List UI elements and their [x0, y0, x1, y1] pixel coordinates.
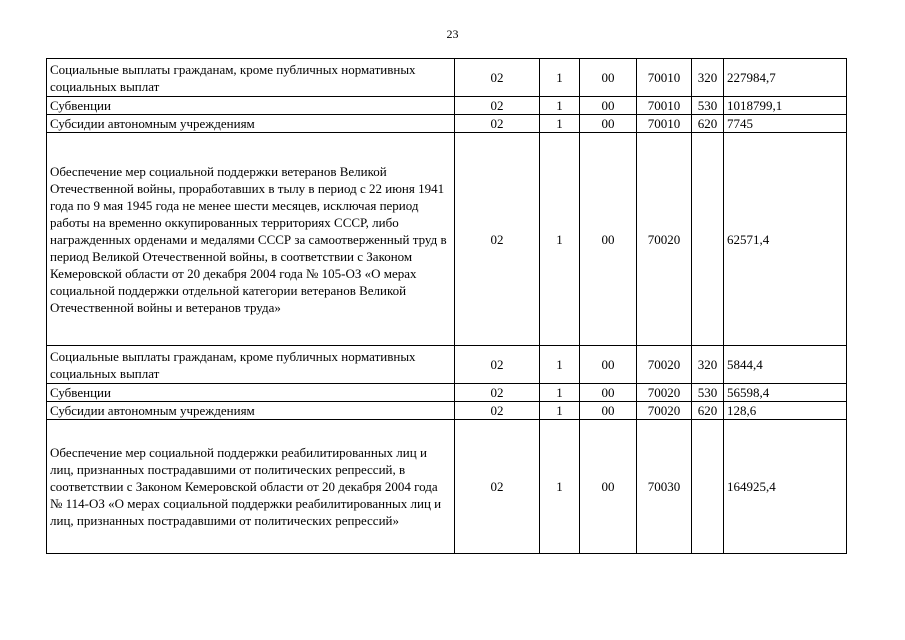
- amount-value: 7745: [724, 115, 847, 133]
- row-name: Социальные выплаты гражданам, кроме публичных нормативных социальных выплат: [47, 346, 455, 384]
- section-code: 02: [455, 420, 540, 554]
- table-row: [47, 133, 847, 346]
- expense-type-code: [692, 420, 724, 554]
- table-row: [47, 420, 847, 554]
- direction-code: 70020: [637, 384, 692, 402]
- amount-value: 5844,4: [724, 346, 847, 384]
- expense-type-code: 620: [692, 402, 724, 420]
- table-row: [47, 115, 847, 133]
- amount-value: 128,6: [724, 402, 847, 420]
- amount-value: 62571,4: [724, 133, 847, 346]
- program-code: 1: [540, 384, 580, 402]
- program-code: 1: [540, 115, 580, 133]
- direction-code: 70020: [637, 133, 692, 346]
- budget-table: [46, 58, 847, 554]
- table-row: [47, 346, 847, 384]
- row-name: Социальные выплаты гражданам, кроме публичных нормативных социальных выплат: [47, 59, 455, 97]
- section-code: 02: [455, 384, 540, 402]
- direction-code: 70010: [637, 97, 692, 115]
- section-code: 02: [455, 59, 540, 97]
- subprogram-code: 00: [580, 59, 637, 97]
- subprogram-code: 00: [580, 133, 637, 346]
- row-name: Субвенции: [47, 97, 455, 115]
- section-code: 02: [455, 133, 540, 346]
- program-code: 1: [540, 97, 580, 115]
- subprogram-code: 00: [580, 402, 637, 420]
- amount-value: 56598,4: [724, 384, 847, 402]
- section-code: 02: [455, 97, 540, 115]
- amount-value: 227984,7: [724, 59, 847, 97]
- section-code: 02: [455, 346, 540, 384]
- subprogram-code: 00: [580, 420, 637, 554]
- expense-type-code: 620: [692, 115, 724, 133]
- subprogram-code: 00: [580, 384, 637, 402]
- table-row: [47, 97, 847, 115]
- table-row: [47, 402, 847, 420]
- table-row: [47, 384, 847, 402]
- expense-type-code: [692, 133, 724, 346]
- table-row: [47, 59, 847, 97]
- row-name: Субсидии автономным учреждениям: [47, 115, 455, 133]
- page-number: 23: [446, 27, 459, 41]
- program-code: 1: [540, 59, 580, 97]
- direction-code: 70020: [637, 346, 692, 384]
- amount-value: 164925,4: [724, 420, 847, 554]
- program-code: 1: [540, 346, 580, 384]
- section-code: 02: [455, 402, 540, 420]
- expense-type-code: 320: [692, 59, 724, 97]
- program-code: 1: [540, 402, 580, 420]
- direction-code: 70010: [637, 115, 692, 133]
- section-code: 02: [455, 115, 540, 133]
- subprogram-code: 00: [580, 115, 637, 133]
- expense-type-code: 530: [692, 97, 724, 115]
- subprogram-code: 00: [580, 97, 637, 115]
- direction-code: 70020: [637, 402, 692, 420]
- program-code: 1: [540, 420, 580, 554]
- expense-type-code: 530: [692, 384, 724, 402]
- amount-value: 1018799,1: [724, 97, 847, 115]
- subprogram-code: 00: [580, 346, 637, 384]
- direction-code: 70010: [637, 59, 692, 97]
- program-code: 1: [540, 133, 580, 346]
- row-name: Обеспечение мер социальной поддержки реабилитированных лиц и лиц, признанных пострадавшими от политических репрессий, в соответствии с Законом Кемеровской области от 20 декабря 2004 года № 114-ОЗ «О мерах социальной поддержки реабилитированных лиц и лиц, признанных пострадавшими от политических репрессий»: [47, 420, 455, 554]
- row-name: Субсидии автономным учреждениям: [47, 402, 455, 420]
- direction-code: 70030: [637, 420, 692, 554]
- expense-type-code: 320: [692, 346, 724, 384]
- row-name: Обеспечение мер социальной поддержки ветеранов Великой Отечественной войны, проработавших в тылу в период с 22 июня 1941 года по 9 мая 1945 года не менее шести месяцев, исключая период работы на временно оккупированных территориях СССР, либо награжденных орденами и медалями СССР за самоотверженный труд в период Великой Отечественной войны, в соответствии с Законом Кемеровской области от 20 декабря 2004 года № 105-ОЗ «О мерах социальной поддержки отдельной категории ветеранов Великой Отечественной войны и ветеранов труда»: [47, 133, 455, 346]
- row-name: Субвенции: [47, 384, 455, 402]
